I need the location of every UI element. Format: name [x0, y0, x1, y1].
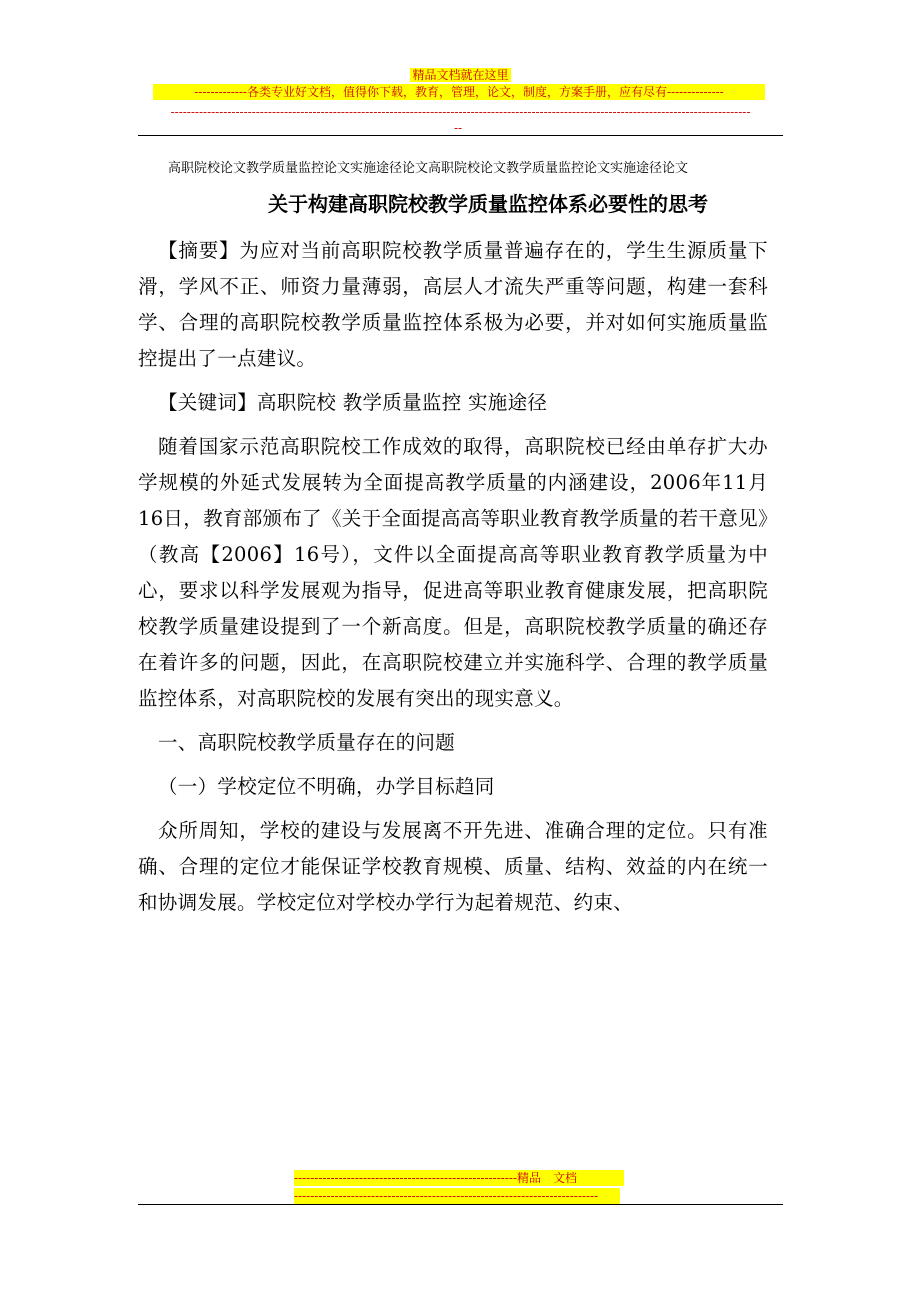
- abstract-paragraph: 【摘要】为应对当前高职院校教学质量普遍存在的，学生生源质量下滑，学风不正、师资力量薄弱，高层人才流失严重等问题，构建一套科学、合理的高职院校教学质量监控体系极为必要，并对如何实施质量监控提出了一点建议。: [138, 239, 768, 370]
- header-top-line: [138, 64, 783, 83]
- document-body: [138, 233, 768, 921]
- subsection-heading: （一）学校定位不明确，办学目标趋同: [158, 775, 495, 798]
- header-dash-line: -----------------------------------------------------------------------------------------------------------------------------------------------: [170, 105, 751, 119]
- keywords-paragraph: 【关键词】高职院校 教学质量监控 实施途径: [158, 391, 548, 414]
- document-title: 关于构建高职院校教学质量监控体系必要性的思考: [268, 192, 708, 216]
- footer-rule: [138, 1204, 783, 1205]
- body-paragraph: 众所周知，学校的建设与发展离不开先进、准确合理的定位。只有准确、合理的定位才能保证学校教育规模、质量、结构、效益的内在统一和协调发展。学校定位对学校办学行为起着规范、约束、: [138, 819, 768, 914]
- body-paragraph: 随着国家示范高职院校工作成效的取得，高职院校已经由单存扩大办学规模的外延式发展转为全面提高教学质量的内涵建设，2006年11月16日，教育部颁布了《关于全面提高高等职业教育教学质量的若干意见》（教高【2006】16号），文件以全面提高高等职业教育教学质量为中心，要求以科学发展观为指导，促进高等职业教育健康发展，把高职院校教学质量建设提到了一个新高度。但是，高职院校教学质量的确还存在着许多的问题，因此，在高职院校建立并实施科学、合理的教学质量监控体系，对高职院校的发展有突出的现实意义。: [138, 435, 768, 710]
- header-banner: -------------各类专业好文档，值得你下载，教育，管理，论文，制度，方案手册，应有尽有--------------: [153, 84, 765, 100]
- footer-line-2: ---------------------------------------------------------------------------: [294, 1188, 620, 1204]
- section-heading: 一、高职院校教学质量存在的问题: [158, 731, 456, 754]
- footer-line-1: -------------------------------------------------------精品 文档: [294, 1170, 624, 1186]
- header-top-text: 精品文档就在这里: [412, 68, 509, 82]
- running-title: 高职院校论文教学质量监控论文实施途径论文高职院校论文教学质量监控论文实施途径论文: [168, 161, 689, 176]
- header-dash-tail: --: [454, 121, 463, 135]
- page-footer: [294, 1170, 624, 1203]
- header-rule: [138, 135, 783, 136]
